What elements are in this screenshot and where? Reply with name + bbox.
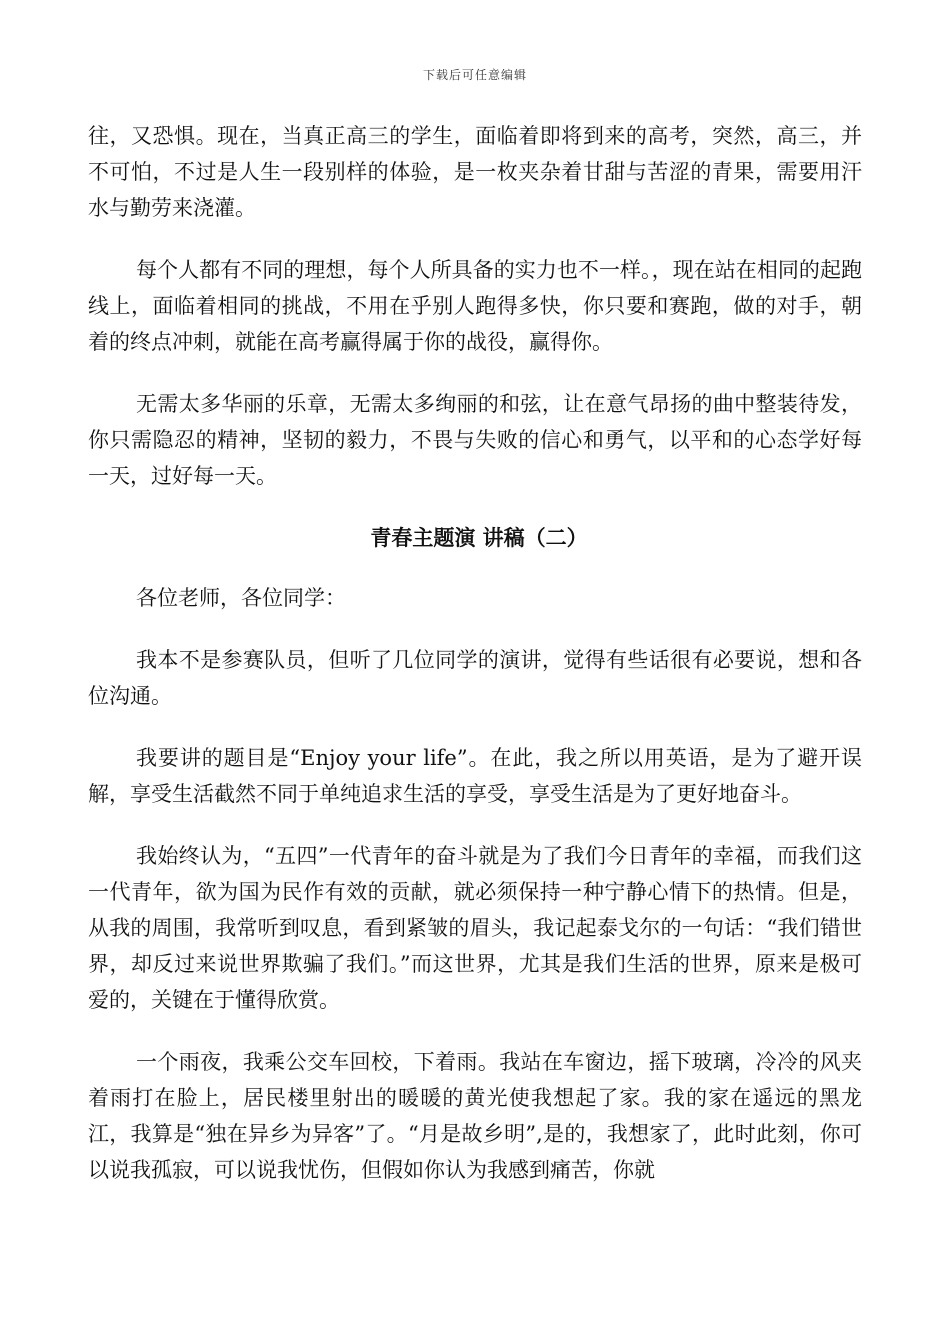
salutation: 各位老师，各位同学：	[136, 586, 346, 610]
page-header: 下载后可任意编辑	[422, 68, 527, 82]
paragraph-1: 往，又恐惧。现在，当真正高三的学生，面临着即将到来的高考，突然，高三，并不可怕，不过是人生一段别样的体验，是一枚夹杂着甘甜与苦涩的青果，需要用汗水与勤劳来浇灌。	[88, 124, 862, 220]
paragraph-6: 我要讲的题目是“Enjoy your life”。在此，我之所以用英语，是为了避开误解，享受生活截然不同于单纯追求生活的享受，享受生活是为了更好地奋斗。	[88, 746, 862, 806]
paragraph-2: 每个人都有不同的理想，每个人所具备的实力也不一样。，现在站在相同的起跑线上，面临着相同的挑战，不用在乎别人跑得多快，你只要和赛跑，做的对手，朝着的终点冲刺，就能在高考赢得属于你的战役，赢得你。	[88, 258, 862, 354]
paragraph-5: 我本不是参赛队员，但听了几位同学的演讲，觉得有些话很有必要说，想和各位沟通。	[88, 648, 862, 708]
paragraph-8: 一个雨夜，我乘公交车回校，下着雨。我站在车窗边，摇下玻璃，冷冷的风夹着雨打在脸上，居民楼里射出的暖暖的黄光使我想起了家。我的家在遥远的黑龙江，我算是“独在异乡为异客”了。“月是故乡明”,是的，我想家了，此时此刻，你可以说我孤寂，可以说我忧伤，但假如你认为我感到痛苦，你就	[88, 1050, 862, 1182]
paragraph-7: 我始终认为，“五四”一代青年的奋斗就是为了我们今日青年的幸福，而我们这一代青年，欲为国为民作有效的贡献，就必须保持一种宁静心情下的热情。但是，从我的周围，我常听到叹息，看到紧皱的眉头，我记起泰戈尔的一句话：“我们错世界，却反过来说世界欺骗了我们。”而这世界，尤其是我们生活的世界，原来是极可爱的，关键在于懂得欣赏。	[88, 844, 862, 1012]
section-title: 青春主题演 讲稿（二）	[370, 525, 588, 550]
paragraph-3: 无需太多华丽的乐章，无需太多绚丽的和弦，让在意气昂扬的曲中整装待发，你只需隐忍的精神，坚韧的毅力，不畏与失败的信心和勇气，以平和的心态学好每一天，过好每一天。	[88, 392, 862, 488]
document-body	[88, 118, 862, 1214]
